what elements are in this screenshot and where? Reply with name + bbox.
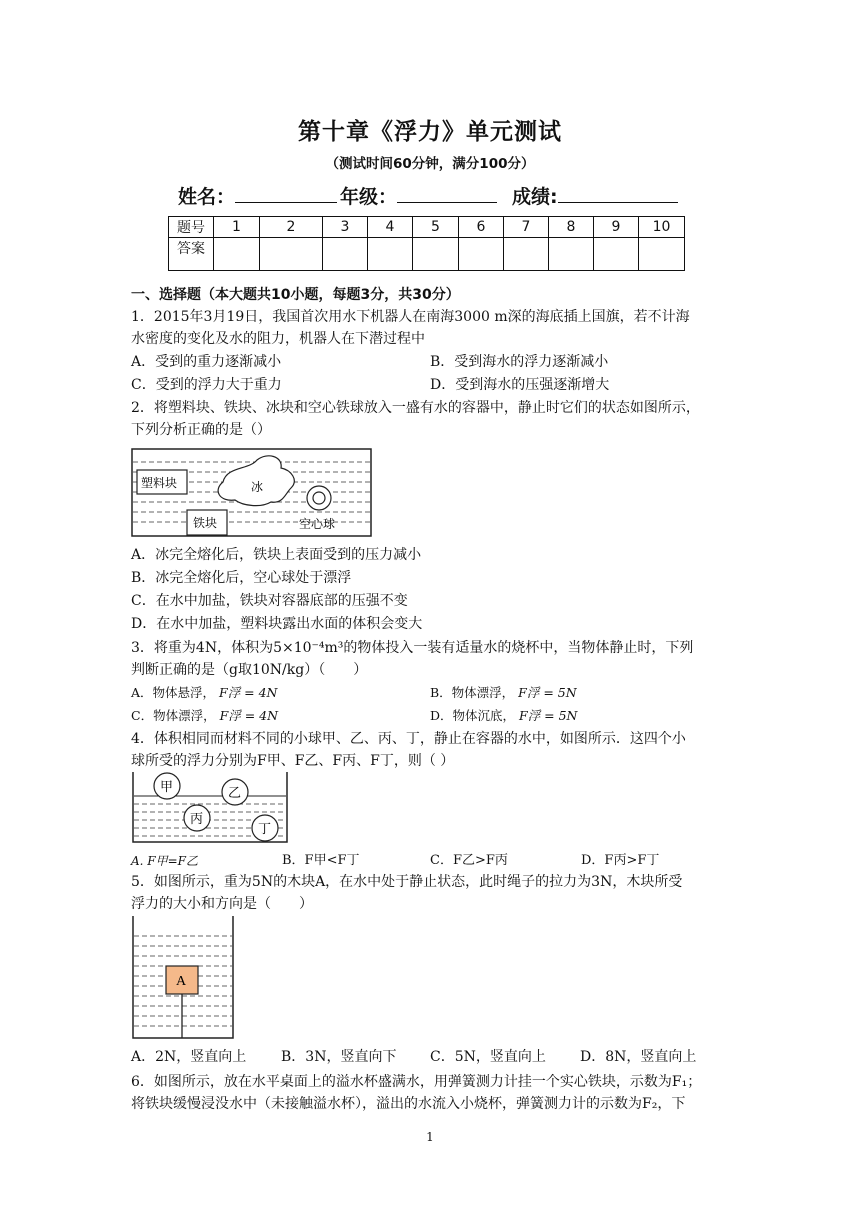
q6-stem-line2: 将铁块缓慢浸没水中（未接触溢水杯），溢出的水流入小烧杯，弹簧测力计的示数为F₂，下 [131, 1096, 686, 1112]
plastic-block-label: 塑料块 [141, 476, 178, 490]
q3-option-d [430, 705, 578, 727]
q5-stem-line1: 5．如图所示，重为5N的木块A，在水中处于静止状态，此时绳子的拉力为3N，木块所受 [131, 874, 683, 890]
q2-stem-line1: 2．将塑料块、铁块、冰块和空心铁球放入一盛有水的容器中，静止时它们的状态如图所示， [131, 400, 700, 416]
score-field [512, 182, 678, 209]
table-row-label: 题号 [169, 217, 214, 238]
question-number: 5 [413, 217, 459, 238]
ball-ding-label: 丁 [258, 822, 272, 837]
q5-option-b: B．3N，竖直向下 [281, 1049, 397, 1065]
q5-figure [131, 914, 235, 1040]
name-blank [235, 184, 337, 203]
q1-option-b: B．受到海水的浮力逐渐减小 [430, 354, 609, 370]
answer-cell[interactable] [459, 238, 504, 271]
question-number: 10 [639, 217, 685, 238]
q4-option-d: D．F丙>F丁 [581, 853, 660, 868]
q1-option-d: D．受到海水的压强逐渐增大 [430, 377, 610, 393]
q2-option-b: B．冰完全熔化后，空心球处于漂浮 [131, 570, 352, 586]
block-a-label: A [176, 974, 187, 989]
name-field [178, 182, 337, 209]
answer-cell[interactable] [368, 238, 413, 271]
q5-stem-line2: 浮力的大小和方向是（ ） [131, 896, 313, 912]
q3-option-a-text: A．物体悬浮， [131, 685, 216, 700]
answer-cell[interactable] [504, 238, 549, 271]
q4-option-c: C．F乙>F丙 [430, 853, 508, 868]
page-title: 第十章《浮力》单元测试 [298, 119, 562, 145]
q3-option-b-text: B．物体漂浮， [430, 685, 515, 700]
question-number: 7 [504, 217, 549, 238]
score-label: 成绩: [512, 186, 558, 208]
q4-option-a: A. F甲=F乙 [131, 854, 199, 868]
q3-option-a [131, 682, 278, 704]
q2-option-a: A．冰完全熔化后，铁块上表面受到的压力减小 [131, 547, 422, 563]
ball-yi-label: 乙 [228, 786, 242, 801]
q3-option-c-text: C．物体漂浮， [131, 708, 216, 723]
answer-cell[interactable] [260, 238, 323, 271]
q2-stem-line2: 下列分析正确的是（） [131, 422, 271, 438]
ball-jia-label: 甲 [160, 780, 174, 795]
question-number: 6 [459, 217, 504, 238]
grade-blank [397, 184, 497, 203]
q3-option-a-value: F浮 = 4N [219, 685, 278, 700]
q1-option-c: C．受到的浮力大于重力 [131, 377, 282, 393]
q4-option-b: B．F甲<F丁 [282, 853, 360, 868]
page-number: 1 [426, 1130, 434, 1144]
table-row-label: 答案 [169, 238, 214, 271]
answer-table [168, 216, 685, 271]
answer-cell[interactable] [323, 238, 368, 271]
answer-cell[interactable] [594, 238, 639, 271]
q3-option-b-value: F浮 = 5N [518, 685, 577, 700]
grade-label: 年级： [340, 186, 398, 208]
score-blank [558, 184, 678, 203]
ice-label: 冰 [251, 480, 264, 494]
q3-option-b [430, 682, 577, 704]
answer-cell[interactable] [413, 238, 459, 271]
q1-option-a: A．受到的重力逐渐减小 [131, 354, 282, 370]
q5-option-c: C．5N，竖直向上 [430, 1049, 546, 1065]
question-number: 4 [368, 217, 413, 238]
q3-option-c [131, 705, 278, 727]
question-number: 2 [260, 217, 323, 238]
q5-option-d: D．8N，竖直向上 [580, 1049, 697, 1065]
q4-stem-line1: 4．体积相同而材料不同的小球甲、乙、丙、丁，静止在容器的水中，如图所示．这四个小 [131, 731, 686, 747]
answer-cell[interactable] [214, 238, 260, 271]
q3-option-d-text: D．物体沉底， [430, 708, 516, 723]
q3-option-d-value: F浮 = 5N [519, 708, 578, 723]
q2-option-d: D．在水中加盐，塑料块露出水面的体积会变大 [131, 616, 423, 632]
answer-cell[interactable] [549, 238, 594, 271]
grade-field [340, 182, 497, 209]
q4-stem-line2: 球所受的浮力分别为F甲、F乙、F丙、F丁，则（ ） [131, 753, 455, 769]
iron-block-label: 铁块 [193, 516, 218, 530]
q1-stem-line1: 1．2015年3月19日，我国首次用水下机器人在南海3000 m深的海底插上国旗，若不计海 [131, 309, 690, 325]
question-number: 9 [594, 217, 639, 238]
q3-stem-line1: 3．将重为4N，体积为5×10⁻⁴m³的物体投入一装有适量水的烧杯中，当物体静止时，下列 [131, 640, 694, 656]
name-label: 姓名： [178, 186, 236, 208]
q2-option-c: C．在水中加盐，铁块对容器底部的压强不变 [131, 593, 408, 609]
q3-stem-line2: 判断正确的是（g取10N/kg）（ ） [131, 662, 368, 678]
ball-bing-label: 丙 [190, 812, 204, 827]
question-number: 1 [214, 217, 260, 238]
question-number: 8 [549, 217, 594, 238]
question-number: 3 [323, 217, 368, 238]
q6-stem-line1: 6．如图所示，放在水平桌面上的溢水杯盛满水，用弹簧测力计挂一个实心铁块，示数为F₁； [131, 1074, 702, 1090]
q2-figure [131, 448, 373, 538]
q1-stem-line2: 水密度的变化及水的阻力，机器人在下潜过程中 [131, 331, 425, 347]
q3-option-c-value: F浮 = 4N [219, 708, 279, 723]
test-info: （测试时间60分钟，满分100分） [325, 156, 535, 172]
q5-option-a: A．2N，竖直向上 [131, 1049, 247, 1065]
answer-cell[interactable] [639, 238, 685, 271]
hollow-ball-label: 空心球 [299, 517, 336, 531]
q4-figure [131, 770, 291, 846]
section-heading: 一、选择题（本大题共10小题，每题3分，共30分） [131, 287, 460, 303]
